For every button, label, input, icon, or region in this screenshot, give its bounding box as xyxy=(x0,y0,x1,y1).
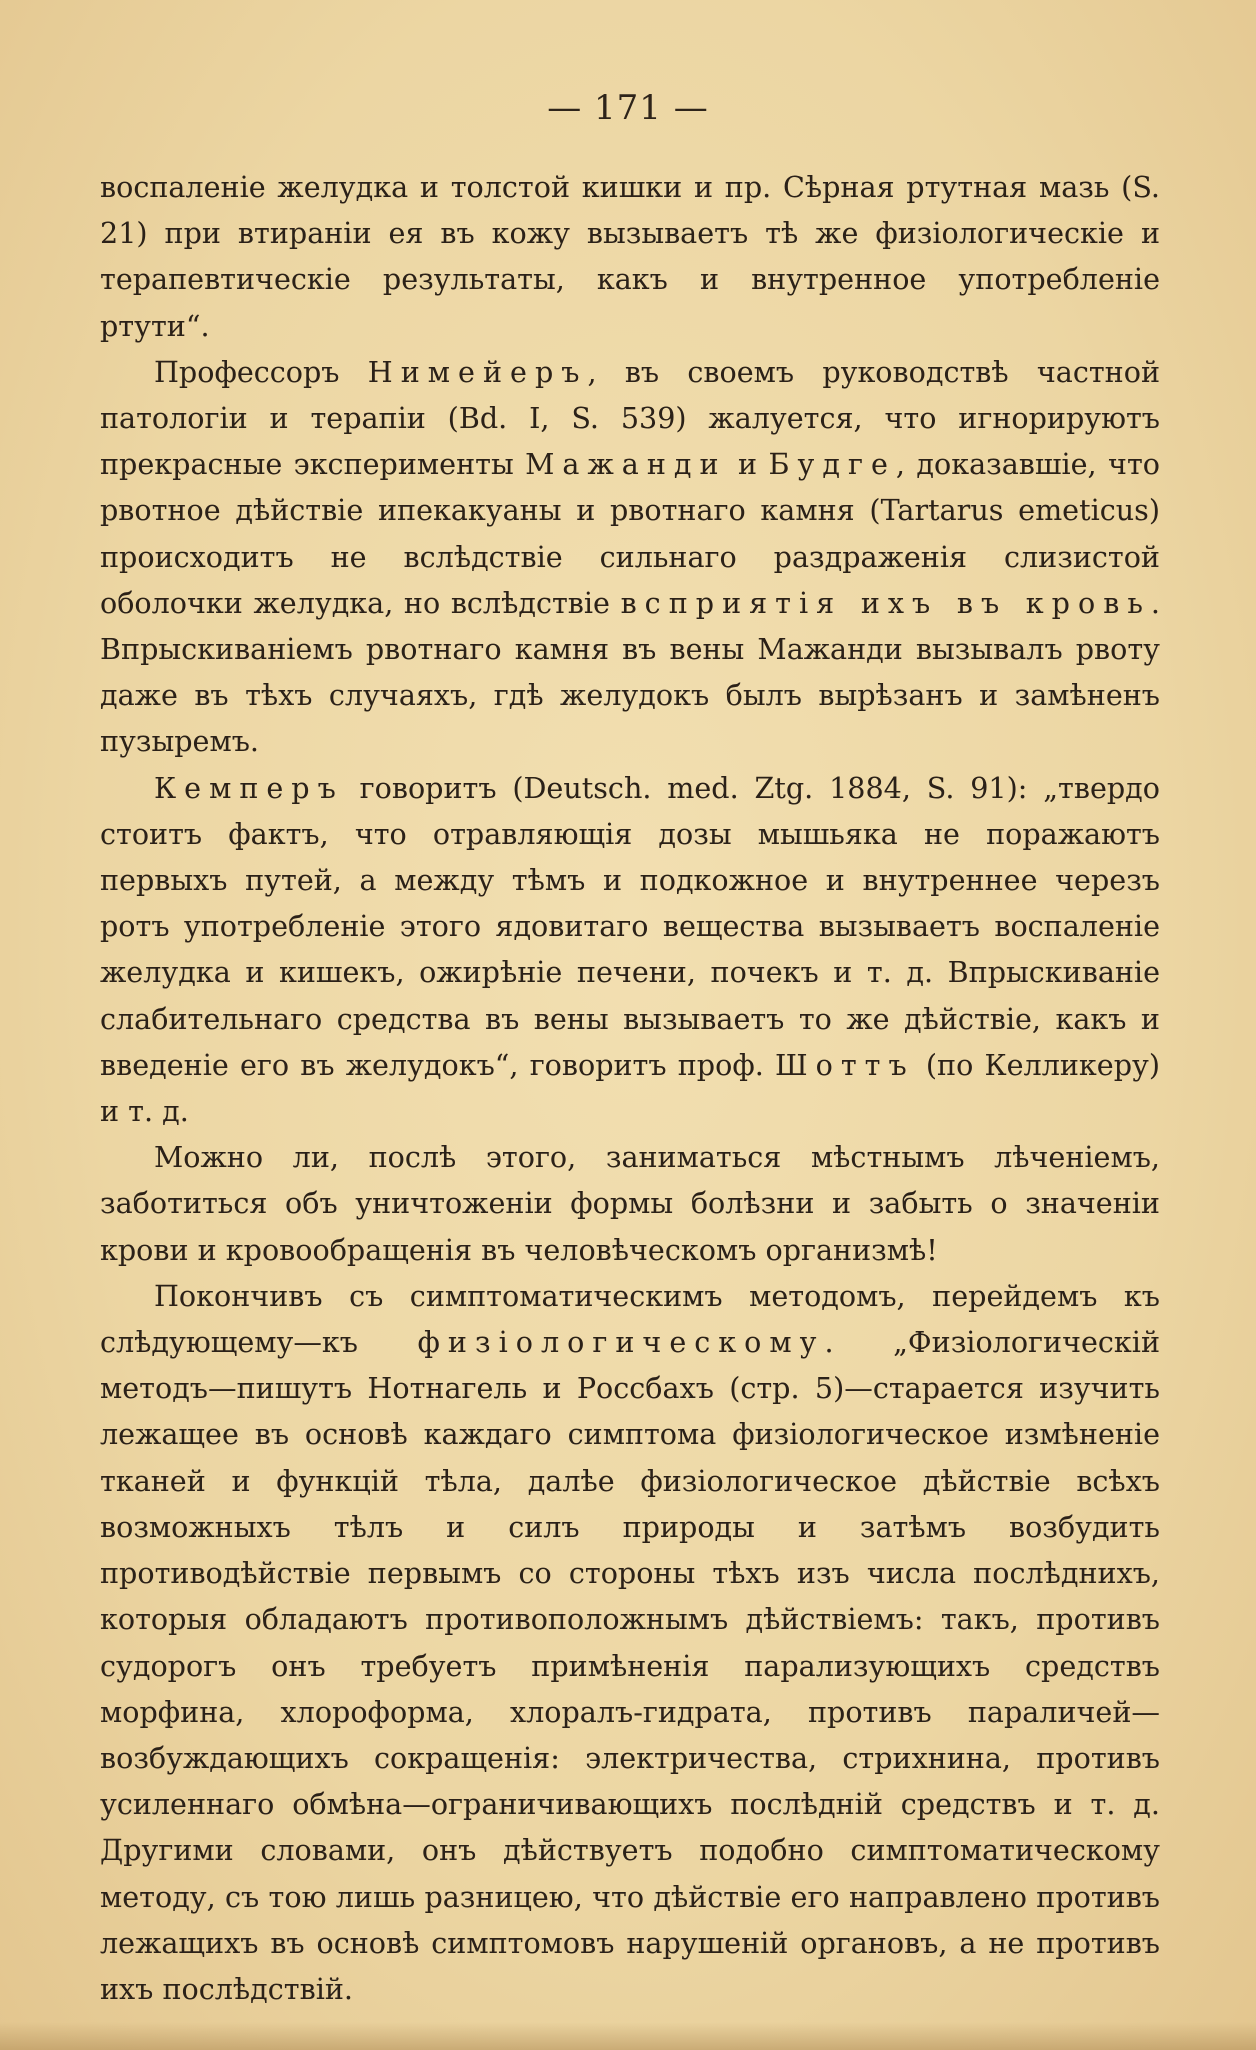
text-run: говоритъ (Deutsch. med. Ztg. 1884, S. 91): „твердо стоитъ фактъ, что отравляющія дозы мышьяка не поражаютъ первыхъ путей, а между тѣмъ и подкожное и внутреннее черезъ ротъ употребленіе этого ядовитаго вещества вызываетъ воспаленіе желудка и кишекъ, ожирѣніе печени, почекъ и т. д. Впрыскиваніе слабительнаго средства въ вены вызываетъ то же дѣйствіе, какъ и введеніе его въ желудокъ“, говоритъ проф. xyxy=(100,770,1160,1082)
text-run: . Впрыскиваніемъ рвотнаго камня въ вены Мажанди вызывалъ рвоту даже въ тѣхъ случаяхъ, гдѣ желудокъ былъ вырѣзанъ и замѣненъ пузыремъ. xyxy=(100,585,1160,759)
page-body xyxy=(100,164,1160,2012)
spaced-name-magendie: Мажанди xyxy=(525,447,727,482)
paragraph xyxy=(100,1273,1160,2012)
text-run: воспаленіе желудка и толстой кишки и пр. Сѣрная ртутная мазь (S. 21) при втираніи ея въ кожу вызываетъ тѣ же физіологическіе и терапевтическіе результаты, какъ и внутренное употребленіе ртути“. xyxy=(100,170,1160,343)
text-run: Можно ли, послѣ этого, заниматься мѣстнымъ лѣченіемъ, заботиться объ уничтоженіи формы болѣзни и забыть о значеніи крови и кровообращенія въ человѣческомъ организмѣ! xyxy=(100,1140,1160,1267)
text-run: , доказавшіе, что рвотное дѣйствіе ипекакуаны и рвотнаго камня (Tartarus emeticus) происходитъ не вслѣдствіе сильнаго раздраженія слизистой оболочки желудка, но вслѣдствіе xyxy=(100,447,1160,620)
paragraph xyxy=(100,349,1160,765)
text-run: Покончивъ съ симптоматическимъ методомъ, перейдемъ къ слѣдующему—къ xyxy=(100,1278,1160,1360)
spaced-name-kemper: Кемперъ xyxy=(154,770,344,805)
page-number: — 171 — xyxy=(547,88,709,128)
text-run: и xyxy=(726,447,769,482)
page-edge-shadow xyxy=(0,2022,1256,2050)
spaced-name-niemeyer: Нимейеръ xyxy=(367,354,588,389)
spaced-name-schott: Шоттъ xyxy=(774,1047,915,1082)
text-run: Профессоръ xyxy=(154,354,368,389)
paragraph xyxy=(100,164,1160,349)
spaced-name-budge: Будге xyxy=(768,447,896,482)
text-run: (по Келликеру) и т. д. xyxy=(100,1047,1160,1129)
spaced-emphasis: физіологическому xyxy=(417,1325,825,1360)
text-run: . „Физіологическій методъ—пишутъ Нотнагель и Россбахъ (стр. 5)—старается изучить лежащее въ основѣ каждаго симптома физіологическое измѣненіе тканей и функцій тѣла, далѣе физіологическое дѣйствіе всѣхъ возможныхъ тѣлъ и силъ природы и затѣмъ возбудить противодѣйствіе первымъ со стороны тѣхъ изъ числа послѣднихъ, которыя обладаютъ противоположнымъ дѣйствіемъ: такъ, противъ судорогъ онъ требуетъ примѣненія парализующихъ средствъ морфина, хлороформа, хлоралъ-гидрата, противъ параличей—возбуждающихъ сокращенія: электричества, стрихнина, противъ усиленнаго обмѣна—ограничивающихъ послѣдній средствъ и т. д. Другими словами, онъ дѣйствуетъ подобно симптоматическому методу, съ тою лишь разницею, что дѣйствіе его направлено противъ лежащихъ въ основѣ симптомовъ нарушеній органовъ, а не противъ ихъ послѣдствій. xyxy=(100,1325,1161,2006)
paragraph xyxy=(100,1134,1160,1273)
text-run: , въ своемъ руководствѣ частной патологіи и терапіи (Bd. I, S. 539) жалуется, что игнорируютъ прекрасные эксперименты xyxy=(100,354,1160,482)
paragraph xyxy=(100,765,1160,1135)
spaced-emphasis: всприятія ихъ въ кровь xyxy=(620,585,1151,620)
